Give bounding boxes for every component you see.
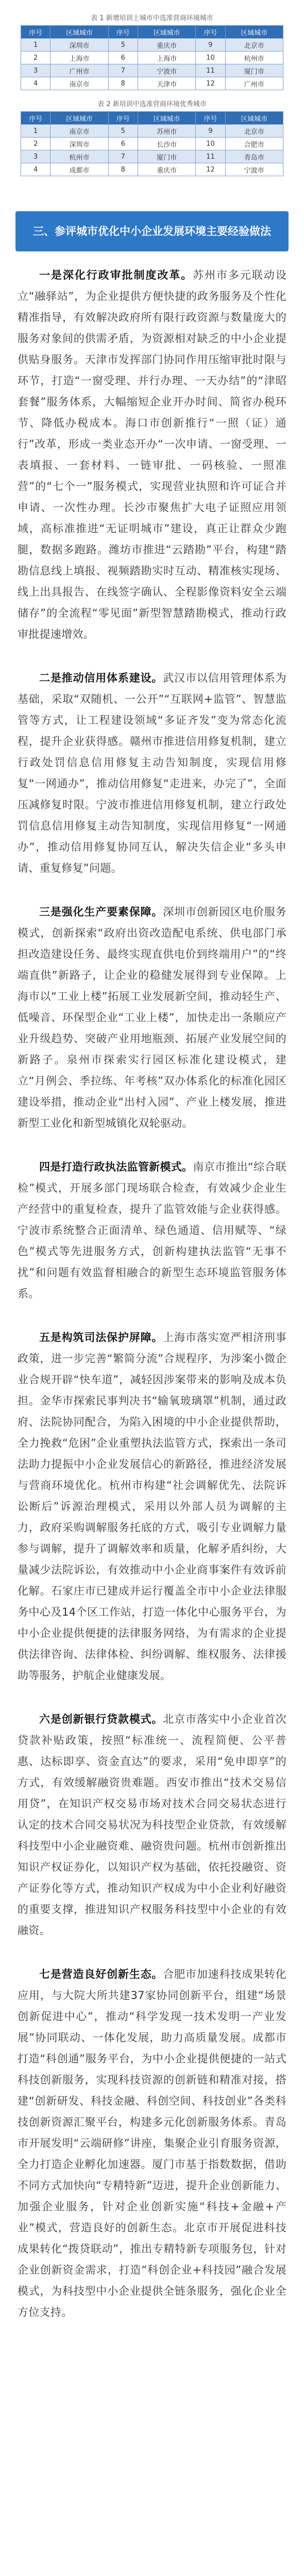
paragraph-text: 北京市落实中小企业首次贷款补贴政策，按照“标准统一、流程简便、公平普惠、达标即享、资金直达”的要求，采用“免申即享”的方式，有效缓解融资贵难题。西安市推出“技术交易信用贷”，在知识产权交易市场对技术合同交易状态进行认定的技术合同交易状况为科技型企业贷款，有效缓解科技型中小企业融资难、融资贵问题。杭州市创新推出知识产权证券化，以知识产权为基础，依托投融资、资产证券化等方式，推动知识产权成为中小企业利好融资的重要支撑，推进知识产权服务科技型中小企业的有效融资。	[18, 1713, 286, 1937]
paragraph-lead: 三是强化生产要素保障。	[39, 906, 163, 918]
table-row	[21, 64, 283, 77]
table-cell: 上海市	[138, 52, 195, 64]
table-cell: 9	[196, 39, 225, 52]
table-1	[21, 25, 283, 90]
table-cell: 南京市	[50, 77, 108, 90]
table-header-cell: 区域城市	[225, 112, 283, 125]
table-cell: 北京市	[225, 125, 283, 138]
table-cell: 北京市	[225, 39, 283, 52]
table-cell: 广州市	[50, 64, 108, 77]
paragraph-text: 深圳市创新园区电价服务模式，创新探索“政府出资改造配电系统、供电部门承担改造建设任务、最终实现直供电价到终端用户”的“终端直供”新路子，让企业的稳健发展得到专业保障。上海市以“工业上楼”拓展工业发展新空间，推动轻生产、低噪音、环保型企业“工业上楼”，加快走出一条顺应产业升级趋势、突破产业用地瓶颈、拓展产业发展空间的新路子。泉州市探索实行园区标准化建设模式，建立“月例会、季拉练、年考核”双办体系化的标准化园区建设举措，推动企业“出村入园”、产业上楼发展，推进新型工业化和新型城镇化双轮驱动。	[18, 906, 286, 1129]
table-cell: 深圳市	[50, 39, 108, 52]
table-cell: 11	[196, 150, 225, 163]
table-cell: 南京市	[50, 125, 108, 138]
paragraph-lead: 一是深化行政审批制度改革。	[39, 269, 193, 281]
table-header-cell: 序号	[21, 26, 50, 39]
table-cell: 1	[21, 39, 50, 52]
table-header-cell: 序号	[196, 26, 225, 39]
table-cell: 重庆市	[138, 39, 195, 52]
table-row	[21, 52, 283, 64]
paragraph-text: 武汉市以信用管理体系为基础，采取“双随机、一公开”“互联网+监管”、智慧监管等方式，让工程建设领域“多证齐发”变为常态化流程，提升企业获得感。赣州市推进信用修复机制，建立行政处罚信息信用修复主动告知制度，实现信用修复“一网通办”，推动信用修复“走进来，办完了”，全面压减修复时限。宁波市推进信用修复机制，建立行政处罚信息信用修复主动告知制度，实现信用修复“一网通办”，推动信用修复协同互认，解决失信企业“多头申请、重复修复”问题。	[18, 672, 286, 874]
table-cell: 2	[21, 138, 50, 150]
table-cell: 8	[108, 77, 138, 90]
table-cell: 深圳市	[50, 138, 108, 150]
table-1-caption: 表 1 新增培训上城市中选准营商环境城市	[91, 14, 213, 22]
table-cell: 11	[196, 64, 225, 77]
table-2-caption: 表 2 新培训中选准营商环境优秀城市	[97, 100, 207, 108]
paragraph-text: 苏州市多元联动设立“融驿站”，为企业提供方便快捷的政务服务及个性化精准指导，有效解决政府所有限行政资源与数量庞大的服务对象间的供需矛盾，为资源相对缺乏的中小企业提供贴身服务。天津市发挥部门协同作用压缩审批时限与环节，打造“一窗受理、并行办理、一天办结”的“津昭套餐”服务体系，大幅缩短企业开办时间、简省办税环节、降低办税成本。海口市创新推行“一照（证）通行”改革，形成一类业态开办“一次申请、一窗受理、一表填报、一套材料、一链审批、一码核验、一照准营”的“七个一”服务模式，实现营业执照和许可证合并申请、一次性办理。长沙市聚焦扩大电子证照应用领域，高标准推进“无证明城市”建设，真正让群众少跑腿，数据多跑路。潍坊市推进“云踏勘”平台，构建“踏勘信息线上填报、视频踏勘实时互动、精准核实现场、线上出具报告、在线签字确认、全程影像资料安全云端储存”的全流程“零见面”新型智慧踏勘模式，推动行政审批提速增效。	[18, 269, 286, 640]
table-cell: 7	[108, 64, 138, 77]
paragraph-lead: 六是创新银行贷款模式。	[39, 1713, 163, 1725]
table-cell: 8	[108, 163, 138, 176]
article-body	[0, 251, 304, 2361]
table-header-cell: 序号	[108, 26, 138, 39]
paragraph-7	[18, 1964, 286, 2323]
table-cell: 6	[108, 138, 138, 150]
table-cell: 重庆市	[138, 163, 195, 176]
table-cell: 杭州市	[50, 150, 108, 163]
paragraph-text: 南京市推出“综合联检”模式，开展多部门现场联合检查，有效减少企业生产经营中的重复检查，提升了监管效能与企业获得感。宁波市系统整合正面清单、绿色通道、信用赋等、“绿色”模式等先进服务方式，创新构建执法监管“无事不扰”和问题有效监督相融合的新型生态环境监管服务体系。	[18, 1161, 286, 1300]
table-cell: 1	[21, 125, 50, 138]
table-cell: 3	[21, 150, 50, 163]
table-header-cell: 序号	[196, 112, 225, 125]
table-cell: 4	[21, 163, 50, 176]
table-row	[21, 77, 283, 90]
table-cell: 成都市	[50, 163, 108, 176]
table-cell: 广州市	[225, 77, 283, 90]
paragraph-5	[18, 1327, 286, 1686]
paragraph-4	[18, 1157, 286, 1304]
table-header-cell: 区域城市	[50, 112, 108, 125]
tables-section	[0, 0, 304, 190]
table-cell: 3	[21, 64, 50, 77]
table-cell: 厦门市	[138, 150, 195, 163]
table-cell: 合肥市	[225, 138, 283, 150]
table-cell: 12	[196, 77, 225, 90]
table-2	[21, 111, 283, 176]
table-cell: 10	[196, 138, 225, 150]
table-cell: 4	[21, 77, 50, 90]
paragraph-lead: 七是营造良好创新生态。	[39, 1968, 163, 1980]
table-header-cell: 区域城市	[138, 112, 195, 125]
table-header-cell: 区域城市	[225, 26, 283, 39]
table-cell: 6	[108, 52, 138, 64]
table-header-cell: 区域城市	[138, 26, 195, 39]
table-cell: 杭州市	[225, 52, 283, 64]
table-cell: 2	[21, 52, 50, 64]
section-banner-wrap	[0, 190, 304, 251]
table-cell: 宁波市	[138, 64, 195, 77]
table-cell: 5	[108, 125, 138, 138]
paragraph-3	[18, 902, 286, 1134]
table-1-header-row	[21, 26, 283, 39]
table-cell: 7	[108, 150, 138, 163]
table-header-cell: 序号	[21, 112, 50, 125]
table-cell: 5	[108, 39, 138, 52]
paragraph-lead: 四是打造行政执法监管新模式。	[39, 1161, 193, 1173]
table-row	[21, 125, 283, 138]
table-row	[21, 163, 283, 176]
table-row	[21, 39, 283, 52]
table-cell: 长沙市	[138, 138, 195, 150]
paragraph-lead: 五是构筑司法保护屏障。	[39, 1331, 163, 1344]
table-cell: 10	[196, 52, 225, 64]
table-cell: 青岛市	[225, 150, 283, 163]
table-row	[21, 150, 283, 163]
paragraph-1	[18, 265, 286, 645]
section-heading-banner: 三、参评城市优化中小企业发展环境主要经验做法	[15, 211, 289, 251]
table-cell: 宁波市	[225, 163, 283, 176]
paragraph-text: 合肥市加速科技成果转化应用，与大院大所共建37家协同创新平台，组建“场景创新促进中心”，推动“科学发现一技术发明一产业发展”协同联动、一体化发展，助力高质量发展。成都市打造“科创通”服务平台，为中小企业提供便捷的一站式科技创新服务，实现科技资源的创新链和精准对接，搭建“创新研发、科技金融、科创空间、科技创业”各类科技创新资源汇聚平台，构建多元化创新服务体系。青岛市开展发明“云端研修”讲座，集聚企业引育服务资源，全力打造企业孵化加速器。厦门市基于指数数据，借助不同方式加快向“专精特新”迈进，提升企业创新能力、加强企业服务，针对企业创新实施“科技+金融+产业”模式，营造良好的创新生态。北京市开展促进科技成果转化“拨贷联动”，推出专精特新专项服务包，针对企业创新资金需求，打造“科创企业+科技园”融合发展模式，为科技型中小企业提供全链条服务，强化企业全方位支持。	[18, 1968, 286, 2318]
table-cell: 上海市	[50, 52, 108, 64]
table-cell: 9	[196, 125, 225, 138]
table-header-cell: 区域城市	[50, 26, 108, 39]
table-cell: 苏州市	[138, 125, 195, 138]
table-cell: 厦门市	[225, 64, 283, 77]
paragraph-text: 上海市落实宽严相济刑事政策，进一步完善“繁简分流”合规程序，为涉案小微企业合规开辟“快车道”，减轻因涉案带来的影响及成本负担。金华市探索民事判决书“输氧玻璃罩”机制，通过政府、法院协同配合，为陷入困境的中小企业提供帮助，全力挽救“危困”企业重塑执法监管方式，探索出一条司法助力提振中小企业发展信心的新路径，推进经济发展与营商环境优化。杭州市构建“社会调解优先、法院诉讼断后”诉源治理模式，采用以外部人员为调解的主力，政府采购调解服务托底的方式，吸引专业调解力量参与调解，提升了调解效率和质量，化解矛盾纠纷，大量减少法院诉讼，有效推动中小企业商事案件有效诉前化解。石家庄市已建成并运行覆盖全市中小企业法律服务中心及14个区工作站，打造一体化中心服务平台，为中小企业提供便捷的法律服务网络，为有需求的企业提供法律咨询、法律体检、纠纷调解、维权服务、法律援助等服务，护航企业健康发展。	[18, 1331, 286, 1682]
table-row	[21, 138, 283, 150]
table-header-cell: 序号	[108, 112, 138, 125]
table-cell: 12	[196, 163, 225, 176]
paragraph-2	[18, 668, 286, 879]
paragraph-lead: 二是推动信用体系建设。	[39, 672, 163, 684]
table-cell: 天津市	[138, 77, 195, 90]
paragraph-6	[18, 1709, 286, 1941]
table-2-header-row	[21, 112, 283, 125]
